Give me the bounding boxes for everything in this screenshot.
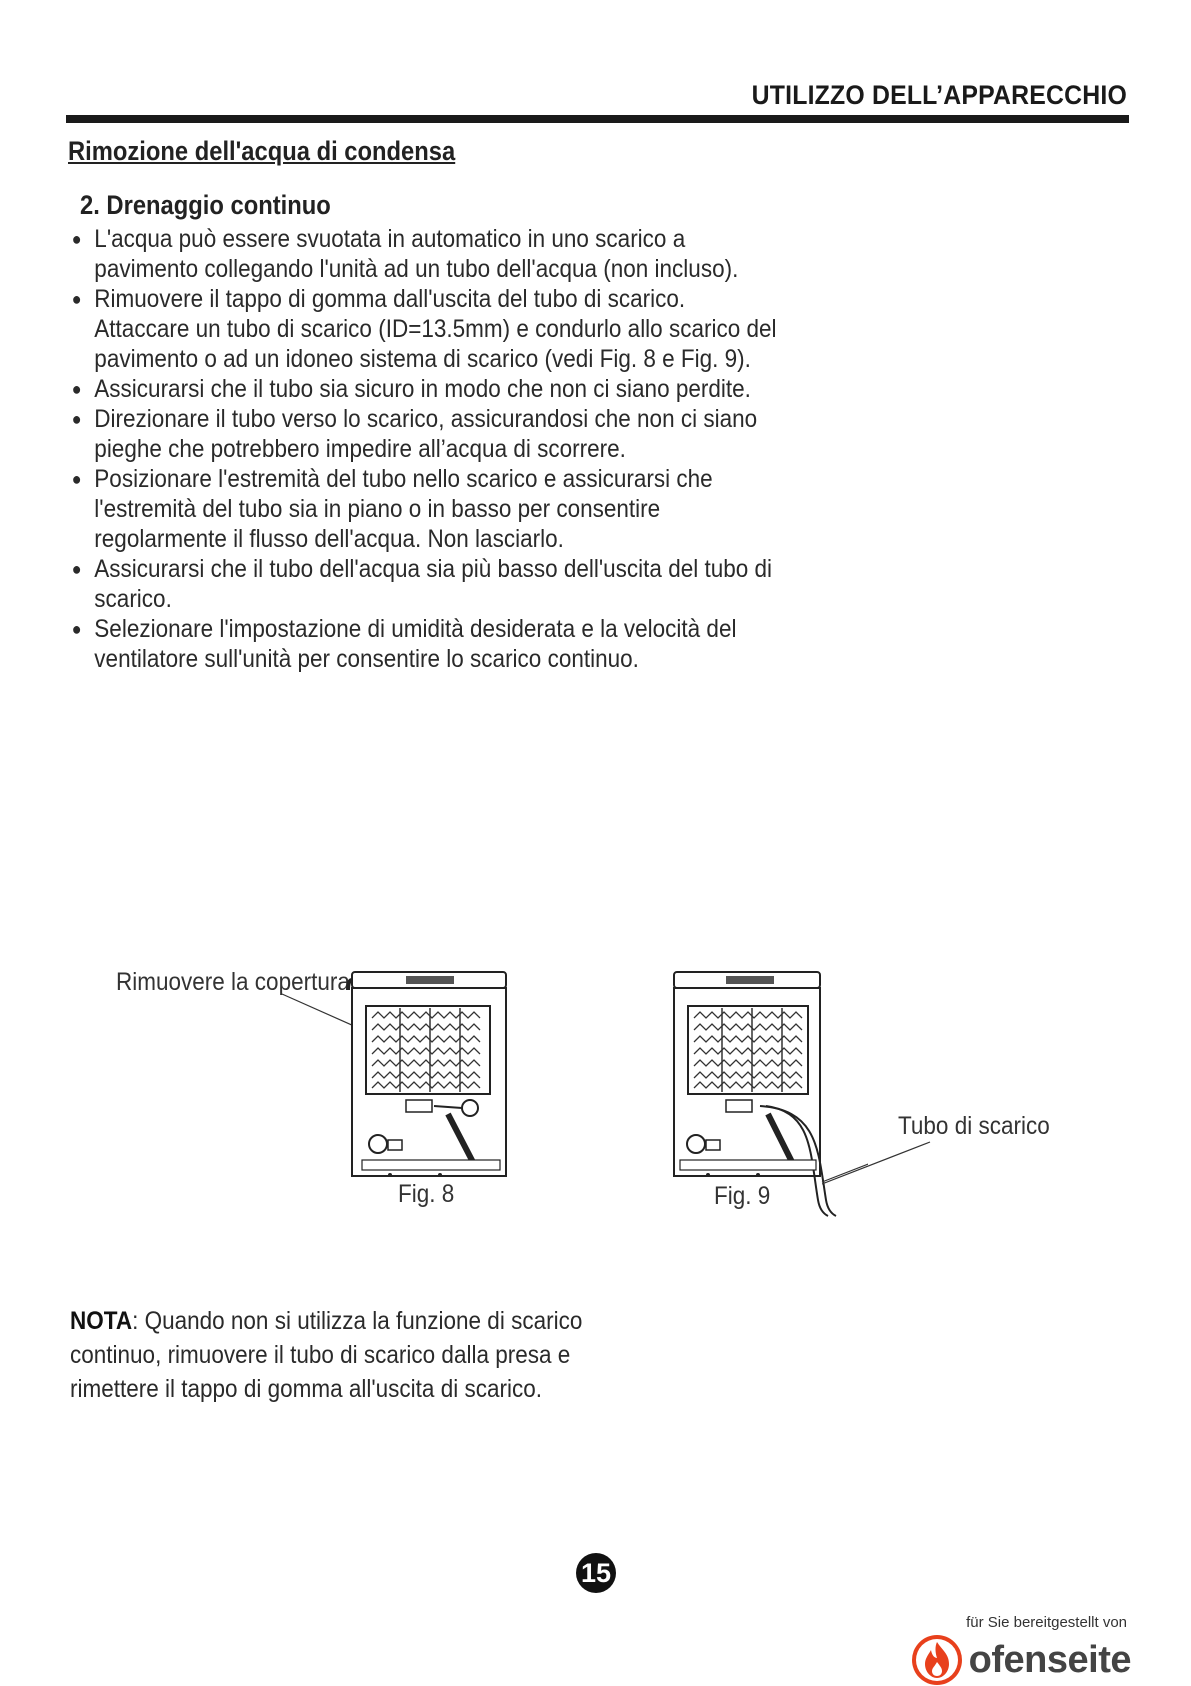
list-item: ● Assicurarsi che il tubo dell'acqua sia più basso dell'uscita del tubo di scarico.: [71, 555, 773, 613]
fig9-callout-label: Tubo di scarico: [898, 1112, 1050, 1140]
subsection-title: 2. Drenaggio continuo: [80, 190, 331, 220]
bullet-icon: ●: [71, 469, 82, 489]
list-item: ● Posizionare l'estremità del tubo nello scarico e assicurarsi che l'estremità del tubo sia in piano o in basso per consentire regolarmente il flusso dell'acqua. Non lasciarlo.: [71, 465, 713, 553]
note-label: NOTA: [70, 1307, 133, 1335]
bullet-icon: ●: [71, 379, 82, 399]
fig9-caption: Fig. 9: [714, 1182, 771, 1210]
brand-name: ofenseite: [968, 1638, 1131, 1681]
flame-icon: [911, 1634, 963, 1686]
fig9-callout-leader: [822, 1138, 932, 1186]
note-paragraph: [70, 1304, 628, 1406]
bullet-icon: ●: [71, 559, 82, 579]
provided-by-text: für Sie bereitgestellt von: [966, 1614, 1127, 1631]
section-title: Rimozione dell'acqua di condensa: [68, 136, 456, 166]
note-text: : Quando non si utilizza la funzione di scarico continuo, rimuovere il tubo di scarico dalla presa e rimettere il tappo di gomma all'uscita di scarico.: [70, 1307, 583, 1403]
list-item: ● Selezionare l'impostazione di umidità desiderata e la velocità del ventilatore sull'unità per consentire lo scarico continuo.: [71, 615, 737, 673]
page-number: 15: [576, 1553, 616, 1593]
list-item: ● Direzionare il tubo verso lo scarico, assicurandosi che non ci siano pieghe che potrebbero impedire all’acqua di scorrere.: [71, 405, 758, 463]
fig8-callout-label: Rimuovere la copertura: [116, 968, 350, 996]
list-item: ● L'acqua può essere svuotata in automatico in uno scarico a pavimento collegando l'unità ad un tubo dell'acqua (non incluso).: [71, 225, 739, 283]
instruction-list: [70, 224, 777, 674]
page-header-title: UTILIZZO DELL’APPARECCHIO: [751, 80, 1127, 110]
bullet-icon: ●: [71, 409, 82, 429]
brand-logo: [911, 1634, 1131, 1686]
list-item: ● Assicurarsi che il tubo sia sicuro in modo che non ci siano perdite.: [71, 375, 751, 403]
bullet-icon: ●: [71, 229, 82, 249]
header-divider: [66, 115, 1129, 123]
bullet-icon: ●: [71, 289, 82, 309]
bullet-icon: ●: [71, 619, 82, 639]
fig8-caption: Fig. 8: [398, 1180, 455, 1208]
list-item: ● Rimuovere il tappo di gomma dall'uscita del tubo di scarico. Attaccare un tubo di scarico (ID=13.5mm) e condurlo allo scarico del pavimento o ad un idoneo sistema di scarico (vedi Fig. 8 e Fig. 9).: [71, 285, 777, 373]
fig8-dehumidifier-drawing: [280, 960, 510, 1185]
